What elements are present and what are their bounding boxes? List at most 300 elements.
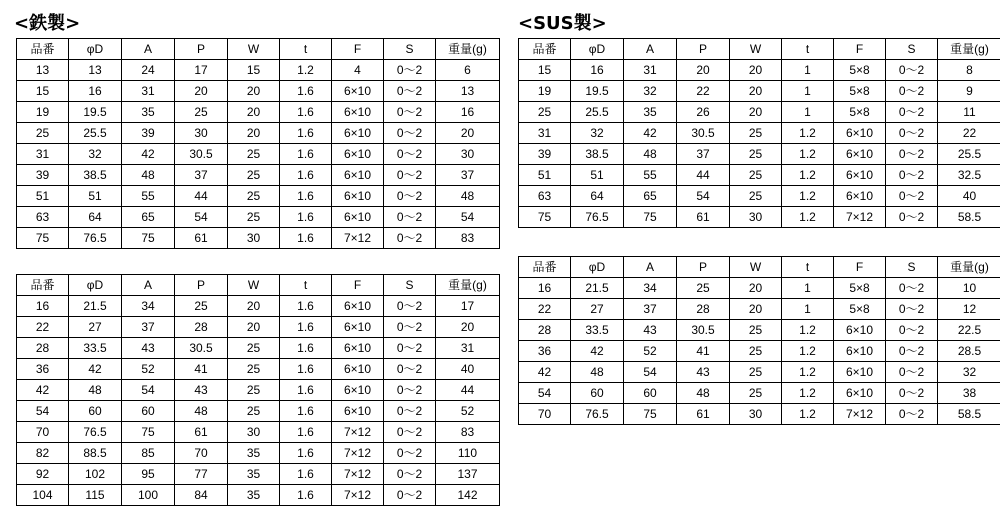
table-cell: 25: [228, 165, 280, 186]
table-cell: 0～2: [384, 464, 436, 485]
table-row: [519, 320, 1000, 341]
table-cell: 19.5: [571, 81, 624, 102]
table-cell: 13: [69, 60, 122, 81]
column-header: P: [175, 275, 228, 296]
table-cell: 38: [938, 383, 1000, 404]
table-cell: 6×10: [332, 123, 384, 144]
column-header: S: [886, 257, 938, 278]
table-cell: 0～2: [886, 60, 938, 81]
table-cell: 1.6: [280, 443, 332, 464]
column-header: 重量(g): [938, 39, 1000, 60]
table-cell: 25: [228, 144, 280, 165]
table-cell: 1.2: [782, 320, 834, 341]
table-cell: 0～2: [384, 81, 436, 102]
table-cell: 17: [436, 296, 500, 317]
table-cell: 51: [69, 186, 122, 207]
table-row: [17, 338, 500, 359]
column-header: φD: [571, 39, 624, 60]
table-cell: 43: [624, 320, 677, 341]
table-row: [17, 359, 500, 380]
table-cell: 75: [519, 207, 571, 228]
table-header-row: [17, 275, 500, 296]
column-header: 重量(g): [938, 257, 1000, 278]
table-cell: 1.2: [782, 207, 834, 228]
table-cell: 35: [228, 464, 280, 485]
table-cell: 70: [519, 404, 571, 425]
table-cell: 115: [69, 485, 122, 506]
table-cell: 6×10: [332, 359, 384, 380]
table-cell: 100: [122, 485, 175, 506]
table-cell: 36: [17, 359, 69, 380]
table-cell: 63: [519, 186, 571, 207]
table-cell: 37: [175, 165, 228, 186]
table-cell: 64: [571, 186, 624, 207]
table-cell: 26: [677, 102, 730, 123]
table-cell: 44: [175, 186, 228, 207]
table-row: [17, 443, 500, 464]
table-cell: 31: [122, 81, 175, 102]
table-row: [17, 207, 500, 228]
table-cell: 104: [17, 485, 69, 506]
table-cell: 22: [519, 299, 571, 320]
table-cell: 42: [624, 123, 677, 144]
table-cell: 83: [436, 228, 500, 249]
table-cell: 30: [730, 404, 782, 425]
table-cell: 20: [436, 317, 500, 338]
column-header: φD: [69, 275, 122, 296]
table-cell: 1.6: [280, 186, 332, 207]
table-cell: 58.5: [938, 207, 1000, 228]
table-cell: 0～2: [384, 359, 436, 380]
table-cell: 5×8: [834, 299, 886, 320]
column-header: t: [782, 39, 834, 60]
column-header: S: [384, 39, 436, 60]
table-cell: 61: [677, 404, 730, 425]
table-cell: 39: [122, 123, 175, 144]
table-cell: 1.2: [782, 341, 834, 362]
table-cell: 1: [782, 278, 834, 299]
table-cell: 0～2: [384, 443, 436, 464]
table-cell: 65: [122, 207, 175, 228]
table-cell: 1.6: [280, 422, 332, 443]
table-cell: 20: [730, 60, 782, 81]
table-cell: 5×8: [834, 81, 886, 102]
table-cell: 1.2: [280, 60, 332, 81]
table-cell: 52: [624, 341, 677, 362]
table-cell: 20: [730, 278, 782, 299]
table-cell: 6×10: [332, 102, 384, 123]
table-cell: 65: [624, 186, 677, 207]
column-header: A: [122, 39, 175, 60]
table-cell: 31: [17, 144, 69, 165]
table-cell: 1.2: [782, 186, 834, 207]
table-cell: 25: [730, 362, 782, 383]
table-cell: 76.5: [69, 228, 122, 249]
table-cell: 0～2: [384, 485, 436, 506]
table-cell: 82: [17, 443, 69, 464]
table-cell: 1.6: [280, 380, 332, 401]
table-cell: 76.5: [69, 422, 122, 443]
table-cell: 22.5: [938, 320, 1000, 341]
table-cell: 25: [228, 401, 280, 422]
table-cell: 48: [436, 186, 500, 207]
table-row: [17, 81, 500, 102]
table-cell: 0～2: [384, 296, 436, 317]
table-cell: 43: [175, 380, 228, 401]
table-cell: 52: [436, 401, 500, 422]
table-cell: 5×8: [834, 60, 886, 81]
table-row: [519, 362, 1000, 383]
table-cell: 1.2: [782, 123, 834, 144]
table-cell: 60: [122, 401, 175, 422]
table-cell: 48: [69, 380, 122, 401]
table-cell: 83: [436, 422, 500, 443]
table-cell: 38.5: [69, 165, 122, 186]
table-cell: 1.6: [280, 359, 332, 380]
column-header: 品番: [17, 275, 69, 296]
table-cell: 16: [17, 296, 69, 317]
column-header: A: [624, 257, 677, 278]
table-row: [519, 186, 1000, 207]
table-cell: 6×10: [834, 123, 886, 144]
column-header: φD: [571, 257, 624, 278]
table-cell: 1: [782, 60, 834, 81]
table-cell: 51: [519, 165, 571, 186]
column-header: 重量(g): [436, 275, 500, 296]
table-cell: 28.5: [938, 341, 1000, 362]
table-cell: 1: [782, 81, 834, 102]
table-cell: 7×12: [834, 404, 886, 425]
table-cell: 70: [175, 443, 228, 464]
table-cell: 0～2: [384, 144, 436, 165]
table-cell: 0～2: [384, 380, 436, 401]
table-cell: 30: [228, 228, 280, 249]
column-header: 重量(g): [436, 39, 500, 60]
column-header: W: [228, 39, 280, 60]
table-cell: 25: [175, 102, 228, 123]
table-cell: 32: [624, 81, 677, 102]
table-cell: 20: [677, 60, 730, 81]
table-cell: 51: [571, 165, 624, 186]
table-cell: 25: [730, 144, 782, 165]
column-header: F: [834, 257, 886, 278]
table-cell: 0～2: [384, 317, 436, 338]
table-row: [17, 102, 500, 123]
table-cell: 31: [519, 123, 571, 144]
table-header-row: [519, 257, 1000, 278]
table-row: [519, 207, 1000, 228]
table-header-row: [519, 39, 1000, 60]
table-cell: 54: [122, 380, 175, 401]
table-cell: 70: [17, 422, 69, 443]
table-cell: 25.5: [69, 123, 122, 144]
table-cell: 60: [624, 383, 677, 404]
table-cell: 55: [122, 186, 175, 207]
column-header: A: [122, 275, 175, 296]
table-cell: 25: [228, 338, 280, 359]
table-cell: 0～2: [384, 338, 436, 359]
table-row: [519, 165, 1000, 186]
table-cell: 34: [122, 296, 175, 317]
table-cell: 6×10: [332, 401, 384, 422]
table-row: [519, 404, 1000, 425]
table-cell: 25: [677, 278, 730, 299]
table-row: [519, 60, 1000, 81]
table-row: [17, 464, 500, 485]
table-cell: 0～2: [886, 341, 938, 362]
table-cell: 16: [69, 81, 122, 102]
table-cell: 15: [17, 81, 69, 102]
table-cell: 40: [938, 186, 1000, 207]
table-cell: 0～2: [886, 362, 938, 383]
table-cell: 0～2: [886, 320, 938, 341]
table-row: [519, 341, 1000, 362]
column-header: φD: [69, 39, 122, 60]
table-cell: 13: [17, 60, 69, 81]
table-cell: 7×12: [332, 464, 384, 485]
table-cell: 25: [519, 102, 571, 123]
table-cell: 1: [782, 299, 834, 320]
table-cell: 22: [938, 123, 1000, 144]
table-cell: 25: [730, 186, 782, 207]
table-cell: 22: [17, 317, 69, 338]
table-cell: 1.6: [280, 485, 332, 506]
table-cell: 1.6: [280, 81, 332, 102]
table-cell: 0～2: [886, 144, 938, 165]
table-cell: 42: [571, 341, 624, 362]
table-cell: 6×10: [332, 207, 384, 228]
column-header: F: [332, 39, 384, 60]
table-cell: 6×10: [834, 144, 886, 165]
table-row: [17, 123, 500, 144]
table-cell: 7×12: [332, 443, 384, 464]
table-cell: 1: [782, 102, 834, 123]
table-cell: 25: [228, 359, 280, 380]
table-cell: 1.6: [280, 338, 332, 359]
column-header: W: [228, 275, 280, 296]
table-cell: 42: [69, 359, 122, 380]
table-cell: 31: [436, 338, 500, 359]
table-cell: 0～2: [384, 186, 436, 207]
table-cell: 30.5: [677, 320, 730, 341]
table-cell: 28: [17, 338, 69, 359]
column-header: S: [384, 275, 436, 296]
table-cell: 44: [436, 380, 500, 401]
table-cell: 19: [17, 102, 69, 123]
table-cell: 0～2: [886, 207, 938, 228]
table-cell: 25: [730, 165, 782, 186]
table-row: [17, 186, 500, 207]
table-cell: 75: [122, 228, 175, 249]
table-cell: 0～2: [886, 165, 938, 186]
table-cell: 77: [175, 464, 228, 485]
table-cell: 28: [677, 299, 730, 320]
sus-section-title: <SUS製>: [518, 13, 607, 34]
iron-section-title: <鉄製>: [14, 13, 81, 34]
table-cell: 6×10: [332, 81, 384, 102]
table-cell: 6: [436, 60, 500, 81]
table-cell: 41: [677, 341, 730, 362]
table-cell: 6×10: [332, 338, 384, 359]
table-cell: 92: [17, 464, 69, 485]
table-cell: 25.5: [571, 102, 624, 123]
table-cell: 75: [122, 422, 175, 443]
table-cell: 4: [332, 60, 384, 81]
table-cell: 1.6: [280, 228, 332, 249]
table-cell: 30: [228, 422, 280, 443]
table-cell: 0～2: [384, 165, 436, 186]
column-header: t: [782, 257, 834, 278]
table-cell: 30.5: [175, 338, 228, 359]
table-row: [17, 317, 500, 338]
table-cell: 5×8: [834, 102, 886, 123]
table-row: [17, 165, 500, 186]
column-header: 品番: [519, 257, 571, 278]
table-cell: 37: [436, 165, 500, 186]
table-cell: 32.5: [938, 165, 1000, 186]
table-row: [17, 380, 500, 401]
table-cell: 34: [624, 278, 677, 299]
table-cell: 6×10: [834, 320, 886, 341]
table-cell: 20: [175, 81, 228, 102]
table-cell: 25.5: [938, 144, 1000, 165]
table-cell: 1.6: [280, 296, 332, 317]
column-header: 品番: [519, 39, 571, 60]
column-header: F: [332, 275, 384, 296]
table-cell: 38.5: [571, 144, 624, 165]
table-cell: 32: [69, 144, 122, 165]
table-cell: 54: [175, 207, 228, 228]
table-cell: 0～2: [384, 123, 436, 144]
table-cell: 76.5: [571, 404, 624, 425]
table-cell: 16: [571, 60, 624, 81]
table-cell: 6×10: [834, 341, 886, 362]
table-cell: 88.5: [69, 443, 122, 464]
table-cell: 1.6: [280, 464, 332, 485]
sus-spec-table-1: [518, 38, 1000, 228]
column-header: t: [280, 275, 332, 296]
table-cell: 6×10: [834, 383, 886, 404]
table-cell: 61: [175, 228, 228, 249]
table-cell: 12: [938, 299, 1000, 320]
table-row: [17, 401, 500, 422]
table-cell: 6×10: [332, 165, 384, 186]
table-cell: 37: [677, 144, 730, 165]
table-cell: 20: [730, 102, 782, 123]
column-header: W: [730, 257, 782, 278]
table-cell: 1.6: [280, 165, 332, 186]
table-cell: 25: [730, 320, 782, 341]
table-cell: 0～2: [384, 102, 436, 123]
table-cell: 0～2: [886, 404, 938, 425]
table-cell: 42: [122, 144, 175, 165]
table-cell: 1.2: [782, 165, 834, 186]
table-cell: 37: [122, 317, 175, 338]
table-cell: 54: [519, 383, 571, 404]
table-cell: 5×8: [834, 278, 886, 299]
iron-spec-table-1: [16, 38, 500, 249]
table-row: [17, 144, 500, 165]
table-cell: 42: [519, 362, 571, 383]
table-cell: 6×10: [834, 186, 886, 207]
table-row: [17, 60, 500, 81]
table-cell: 25: [175, 296, 228, 317]
table-cell: 0～2: [384, 228, 436, 249]
table-cell: 0～2: [886, 123, 938, 144]
table-cell: 20: [436, 123, 500, 144]
table-cell: 33.5: [69, 338, 122, 359]
table-cell: 75: [624, 207, 677, 228]
table-cell: 25: [228, 186, 280, 207]
table-cell: 64: [69, 207, 122, 228]
table-cell: 48: [175, 401, 228, 422]
table-row: [519, 278, 1000, 299]
table-row: [519, 81, 1000, 102]
table-cell: 25: [228, 380, 280, 401]
table-cell: 48: [122, 165, 175, 186]
table-cell: 54: [17, 401, 69, 422]
table-cell: 19.5: [69, 102, 122, 123]
column-header: P: [677, 257, 730, 278]
table-cell: 25: [730, 341, 782, 362]
table-cell: 17: [175, 60, 228, 81]
table-cell: 30.5: [677, 123, 730, 144]
table-cell: 28: [175, 317, 228, 338]
table-row: [519, 144, 1000, 165]
table-cell: 48: [624, 144, 677, 165]
column-header: W: [730, 39, 782, 60]
table-cell: 30: [175, 123, 228, 144]
table-cell: 7×12: [332, 228, 384, 249]
table-cell: 44: [677, 165, 730, 186]
table-cell: 63: [17, 207, 69, 228]
table-cell: 110: [436, 443, 500, 464]
iron-spec-table-2: [16, 274, 500, 506]
table-cell: 54: [624, 362, 677, 383]
table-cell: 1.6: [280, 123, 332, 144]
table-cell: 16: [436, 102, 500, 123]
table-cell: 11: [938, 102, 1000, 123]
table-cell: 30.5: [175, 144, 228, 165]
column-header: P: [175, 39, 228, 60]
table-cell: 6×10: [332, 144, 384, 165]
table-cell: 40: [436, 359, 500, 380]
table-cell: 0～2: [886, 102, 938, 123]
table-header-row: [17, 39, 500, 60]
table-cell: 0～2: [886, 299, 938, 320]
table-row: [17, 228, 500, 249]
table-cell: 7×12: [332, 422, 384, 443]
table-cell: 35: [122, 102, 175, 123]
table-cell: 1.6: [280, 207, 332, 228]
table-cell: 6×10: [332, 186, 384, 207]
table-cell: 48: [677, 383, 730, 404]
sus-spec-table-2: [518, 256, 1000, 425]
table-cell: 1.6: [280, 102, 332, 123]
table-cell: 43: [122, 338, 175, 359]
table-cell: 1.6: [280, 317, 332, 338]
table-cell: 0～2: [886, 278, 938, 299]
table-cell: 75: [17, 228, 69, 249]
table-cell: 35: [624, 102, 677, 123]
table-cell: 27: [69, 317, 122, 338]
table-cell: 25: [228, 207, 280, 228]
table-cell: 61: [677, 207, 730, 228]
table-cell: 6×10: [332, 317, 384, 338]
table-cell: 0～2: [384, 422, 436, 443]
table-cell: 0～2: [384, 401, 436, 422]
table-row: [519, 299, 1000, 320]
